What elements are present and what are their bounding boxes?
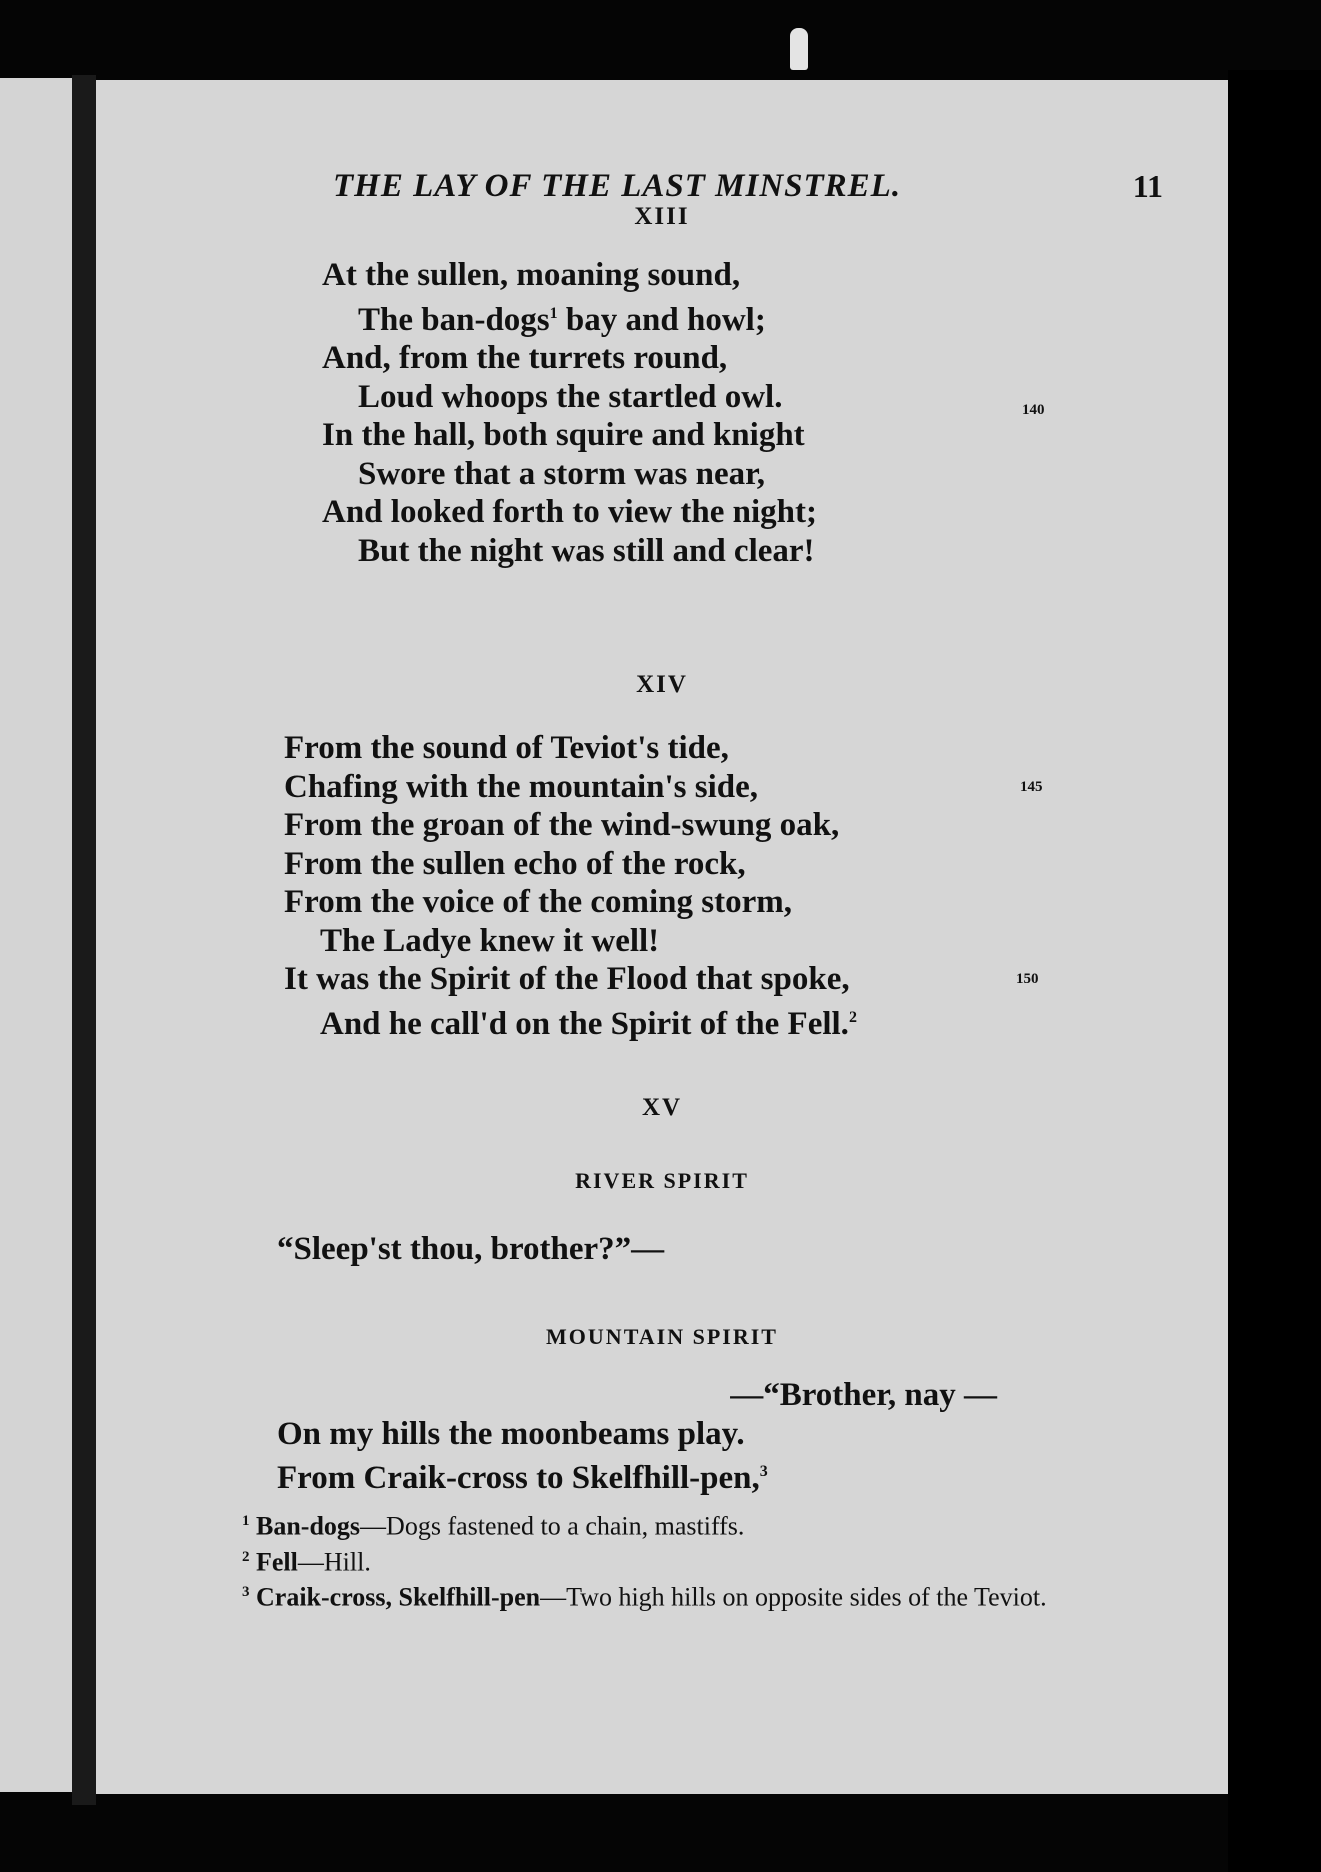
verse-line: Swore that a storm was near,: [358, 455, 765, 492]
verse-line: And, from the turrets round,: [322, 340, 728, 376]
mountain-spirit-lines: [277, 1376, 997, 1498]
stanza-xiv: [284, 729, 857, 1043]
verse-line: From the groan of the wind-swung oak,: [284, 807, 840, 843]
scan-artifact: [790, 28, 808, 70]
verse-line: It was the Spirit of the Flood that spoke,: [284, 961, 850, 997]
page-header: [333, 168, 1163, 208]
verse-line: On my hills the moonbeams play.: [277, 1415, 745, 1452]
footnote: $^2$ Fell—Hill.: [242, 1547, 371, 1577]
footnote: $^3$ Craik-cross, Skelfhill-pen—Two high hills on opposite sides of the Teviot.: [242, 1582, 1047, 1612]
verse-line: The Ladye knew it well!: [320, 922, 660, 959]
verse-line: Loud whoops the startled owl.: [358, 378, 783, 415]
facing-page-edge: [0, 78, 72, 1792]
running-title: THE LAY OF THE LAST MINSTREL.: [333, 168, 902, 204]
line-number: 150: [1016, 971, 1039, 987]
river-spirit-lines: [277, 1230, 664, 1269]
stanza-numeral: XV: [641, 1094, 683, 1121]
line-number: 140: [1022, 402, 1045, 418]
verse-line: And he call'd on the Spirit of the Fell.$^2$: [320, 1005, 857, 1042]
book-gutter: [72, 75, 96, 1805]
verse-line: From Craik-cross to Skelfhill-pen,$^3$: [277, 1460, 768, 1496]
book-page: [96, 80, 1228, 1794]
scan-background: [1228, 70, 1321, 1872]
line-number: 145: [1020, 779, 1043, 795]
footnote-ref: 1: [549, 304, 558, 322]
verse-line: From the voice of the coming storm,: [284, 884, 793, 920]
verse-line: —“Brother, nay —: [730, 1377, 997, 1413]
verse-line: From the sound of Teviot's tide,: [284, 730, 729, 766]
stanza-xiii: [322, 256, 817, 570]
verse-line: And looked forth to view the night;: [322, 494, 818, 530]
footnotes: [202, 1506, 1137, 1613]
verse-line: In the hall, both squire and knight: [322, 417, 805, 453]
speaker-label: RIVER SPIRIT: [575, 1168, 749, 1193]
footnote: $^1$ Ban-dogs—Dogs fastened to a chain, mastiffs.: [242, 1511, 745, 1541]
verse-line: The ban-dogs$^1$ bay and howl;: [358, 301, 766, 338]
page-number: 11: [1132, 168, 1163, 204]
footnote-ref: 3: [759, 1463, 768, 1480]
stanza-numeral: XIII: [634, 203, 690, 230]
verse-line: “Sleep'st thou, brother?”—: [277, 1231, 665, 1267]
verse-line: From the sullen echo of the rock,: [284, 845, 746, 882]
verse-line: But the night was still and clear!: [358, 532, 815, 569]
speaker-label: MOUNTAIN SPIRIT: [546, 1324, 778, 1349]
stanza-numeral: XIV: [636, 671, 688, 698]
footnote-ref: 2: [848, 1008, 857, 1026]
verse-line: At the sullen, moaning sound,: [322, 257, 741, 293]
verse-line: Chafing with the mountain's side,: [284, 768, 759, 805]
